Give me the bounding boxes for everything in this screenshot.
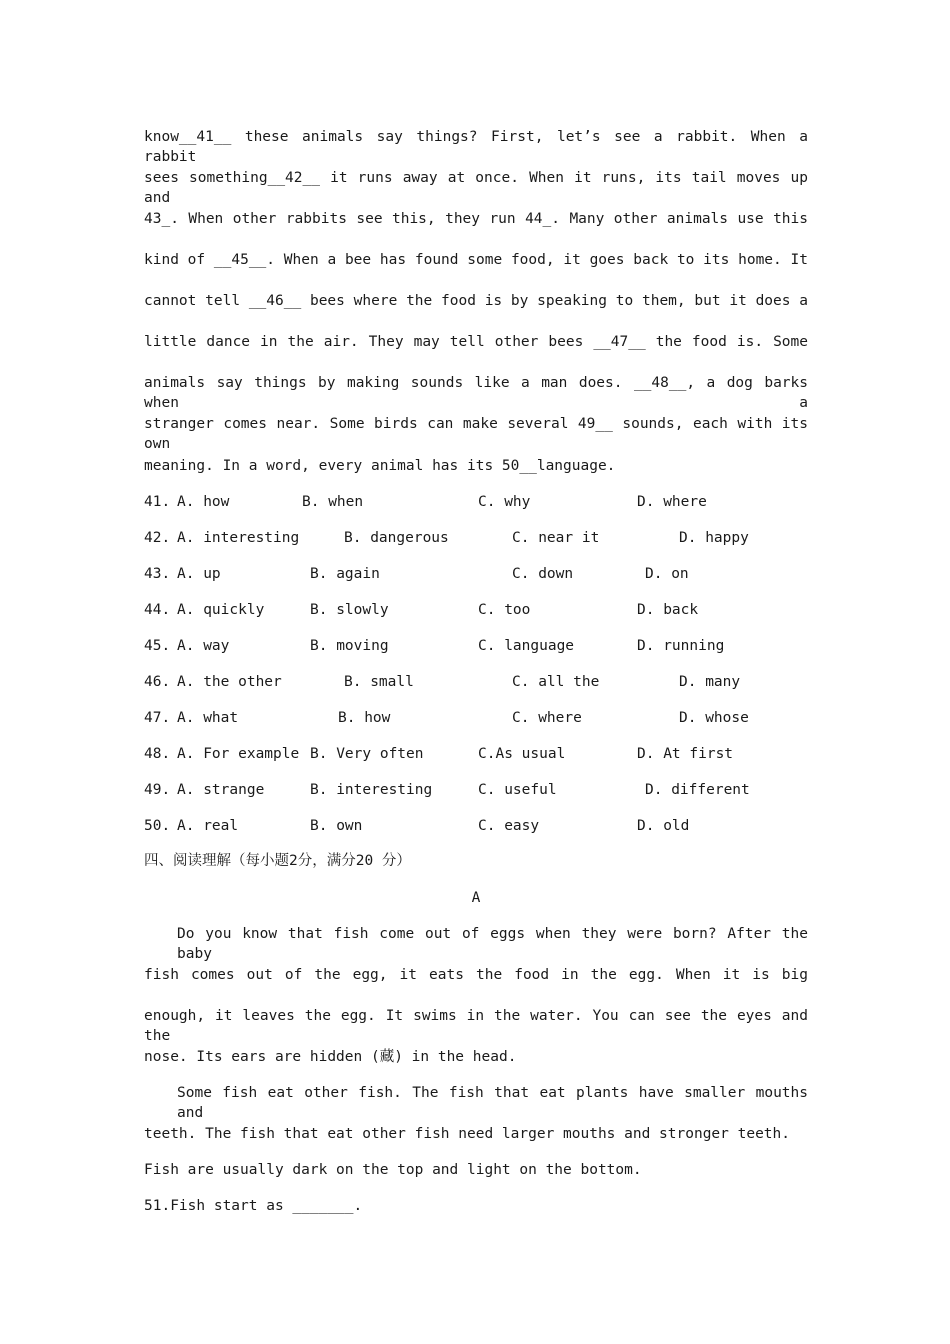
option-a: A. what xyxy=(177,710,239,726)
question-number: 42. xyxy=(144,530,171,546)
cloze-line: kind of __45__. When a bee has found some food, it goes back to its home. It xyxy=(144,252,808,268)
passage-line: enough, it leaves the egg. It swims in the water. You can see the eyes and the xyxy=(144,1008,808,1044)
option-b: B. interesting xyxy=(310,782,433,798)
option-a: A. way xyxy=(177,638,230,654)
passage-line: nose. Its ears are hidden (藏) in the head. xyxy=(144,1049,517,1065)
cloze-line: meaning. In a word, every animal has its 50__language. xyxy=(144,458,616,474)
option-b: B. again xyxy=(310,566,380,582)
option-d: D. back xyxy=(637,602,699,618)
option-a: A. up xyxy=(177,566,221,582)
section-title: 四、阅读理解（每小题2分，满分20 分） xyxy=(144,853,411,869)
passage-label: A xyxy=(471,890,481,906)
cloze-line: 43_. When other rabbits see this, they run 44_. Many other animals use this xyxy=(144,211,808,227)
option-d: D. At first xyxy=(637,746,734,762)
option-a: A. For example xyxy=(177,746,300,762)
option-a: A. quickly xyxy=(177,602,265,618)
option-b: B. slowly xyxy=(310,602,389,618)
cloze-line: sees something__42__ it runs away at once. When it runs, its tail moves up and xyxy=(144,170,808,206)
option-a: A. the other xyxy=(177,674,282,690)
option-c: C. near it xyxy=(512,530,600,546)
passage-line: Some fish eat other fish. The fish that eat plants have smaller mouths and xyxy=(177,1085,808,1121)
option-b: B. own xyxy=(310,818,363,834)
option-a: A. real xyxy=(177,818,239,834)
question-number: 48. xyxy=(144,746,171,762)
option-c: C. easy xyxy=(478,818,540,834)
option-c: C. why xyxy=(478,494,531,510)
option-d: D. whose xyxy=(679,710,749,726)
option-c: C. language xyxy=(478,638,575,654)
passage-line: Fish are usually dark on the top and light on the bottom. xyxy=(144,1162,642,1178)
cloze-line: animals say things by making sounds like a man does. __48__, a dog barks when a xyxy=(144,375,808,411)
option-a: A. interesting xyxy=(177,530,300,546)
option-d: D. old xyxy=(637,818,690,834)
option-c: C.As usual xyxy=(478,746,566,762)
cloze-line: know__41__ these animals say things? First, let’s see a rabbit. When a rabbit xyxy=(144,129,808,165)
option-b: B. how xyxy=(338,710,391,726)
option-d: D. many xyxy=(679,674,741,690)
option-c: C. all the xyxy=(512,674,600,690)
option-c: C. down xyxy=(512,566,574,582)
passage-line: Do you know that fish come out of eggs when they were born? After the baby xyxy=(177,926,808,962)
option-d: D. running xyxy=(637,638,725,654)
passage-line: teeth. The fish that eat other fish need larger mouths and stronger teeth. xyxy=(144,1126,791,1142)
option-b: B. when xyxy=(302,494,364,510)
question-number: 46. xyxy=(144,674,171,690)
option-c: C. where xyxy=(512,710,582,726)
option-a: A. how xyxy=(177,494,230,510)
option-d: D. happy xyxy=(679,530,749,546)
question-number: 50. xyxy=(144,818,171,834)
cloze-line: cannot tell __46__ bees where the food is by speaking to them, but it does a xyxy=(144,293,808,309)
question-number: 44. xyxy=(144,602,171,618)
cloze-line: little dance in the air. They may tell other bees __47__ the food is. Some xyxy=(144,334,808,350)
passage-line: fish comes out of the egg, it eats the food in the egg. When it is big xyxy=(144,967,808,983)
option-d: D. on xyxy=(645,566,689,582)
question-number: 41. xyxy=(144,494,171,510)
option-b: B. small xyxy=(344,674,414,690)
option-a: A. strange xyxy=(177,782,265,798)
option-b: B. dangerous xyxy=(344,530,449,546)
question-number: 45. xyxy=(144,638,171,654)
question-51: 51.Fish start as _______. xyxy=(144,1198,363,1214)
question-number: 43. xyxy=(144,566,171,582)
cloze-line: stranger comes near. Some birds can make several 49__ sounds, each with its own xyxy=(144,416,808,452)
option-d: D. where xyxy=(637,494,707,510)
option-b: B. Very often xyxy=(310,746,424,762)
question-number: 49. xyxy=(144,782,171,798)
option-d: D. different xyxy=(645,782,750,798)
question-number: 47. xyxy=(144,710,171,726)
option-c: C. too xyxy=(478,602,531,618)
option-b: B. moving xyxy=(310,638,389,654)
option-c: C. useful xyxy=(478,782,557,798)
